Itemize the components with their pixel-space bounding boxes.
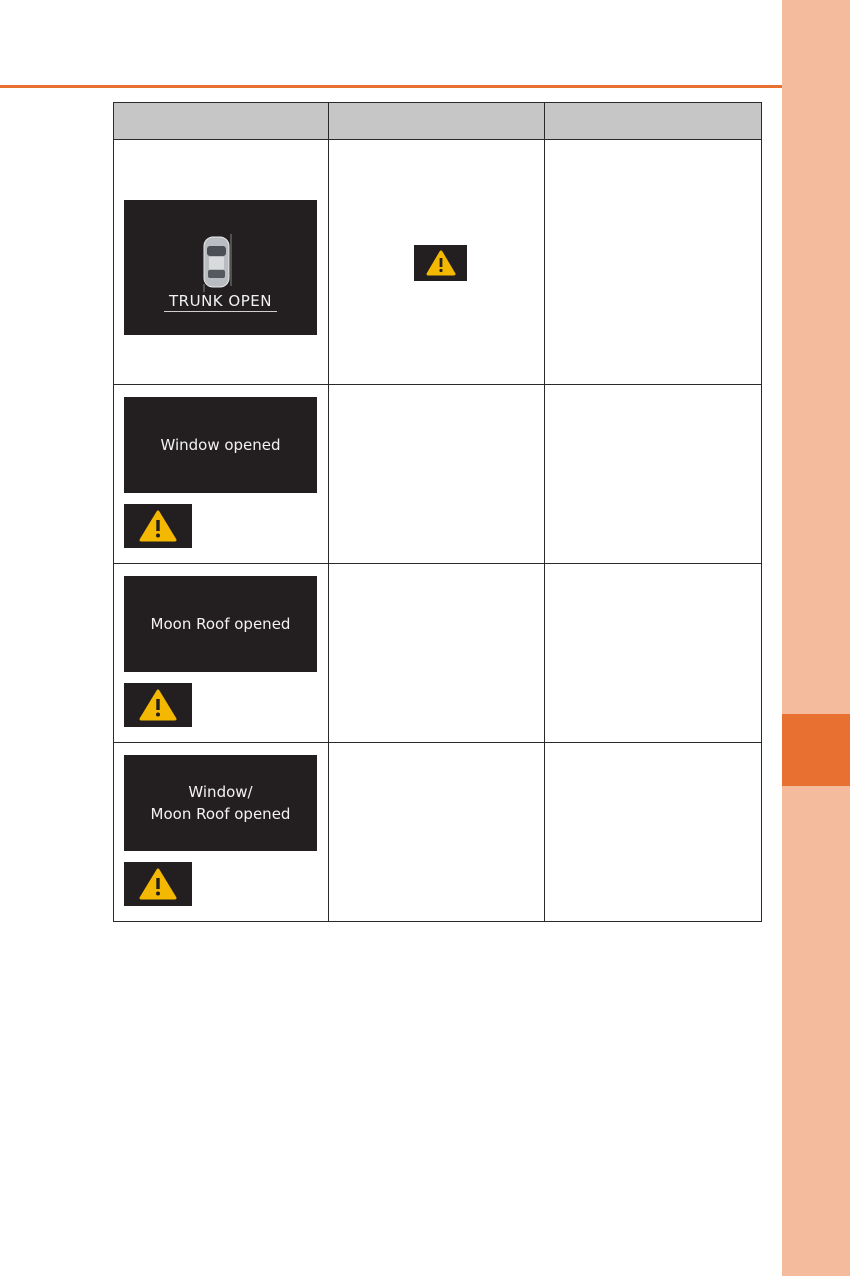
message-cell: [114, 140, 329, 385]
header-rule: [0, 85, 782, 88]
action-cell: [545, 743, 762, 922]
warning-triangle-icon: [139, 868, 177, 900]
action-cell: [545, 385, 762, 564]
indicator-cell: [329, 140, 545, 385]
table-row: [114, 140, 762, 385]
screen-message: Window opened: [160, 436, 281, 454]
header-cell-3: [545, 103, 762, 140]
warning-indicator: [124, 504, 192, 548]
warning-indicator: [124, 862, 192, 906]
table-row: [114, 743, 762, 922]
chapter-sidebar: [782, 0, 850, 1276]
display-screen: [124, 200, 317, 335]
message-cell: [114, 743, 329, 922]
screen-message-line-2: Moon Roof opened: [150, 805, 291, 823]
table-row: [114, 385, 762, 564]
table-header-row: [114, 103, 762, 140]
indicator-cell: [329, 385, 545, 564]
display-screen: [124, 397, 317, 493]
screen-message: Moon Roof opened: [150, 615, 291, 633]
underline: [164, 311, 277, 312]
action-cell: [545, 140, 762, 385]
indicator-cell: [329, 564, 545, 743]
screen-message: TRUNK OPEN: [169, 292, 272, 310]
chapter-tab: [782, 714, 850, 786]
display-screen: [124, 576, 317, 672]
screen-message-line-1: Window/: [188, 783, 253, 801]
message-cell: [114, 385, 329, 564]
warning-indicator: [124, 683, 192, 727]
warning-triangle-icon: [139, 689, 177, 721]
action-cell: [545, 564, 762, 743]
header-cell-2: [329, 103, 545, 140]
message-cell: [114, 564, 329, 743]
indicator-cell: [329, 743, 545, 922]
display-screen: [124, 755, 317, 851]
warning-triangle-icon: [139, 510, 177, 542]
message-table: [113, 102, 762, 922]
table-row: [114, 564, 762, 743]
car-top-view-icon: [124, 200, 317, 335]
warning-indicator: [414, 245, 467, 281]
header-cell-1: [114, 103, 329, 140]
warning-triangle-icon: [426, 250, 456, 276]
